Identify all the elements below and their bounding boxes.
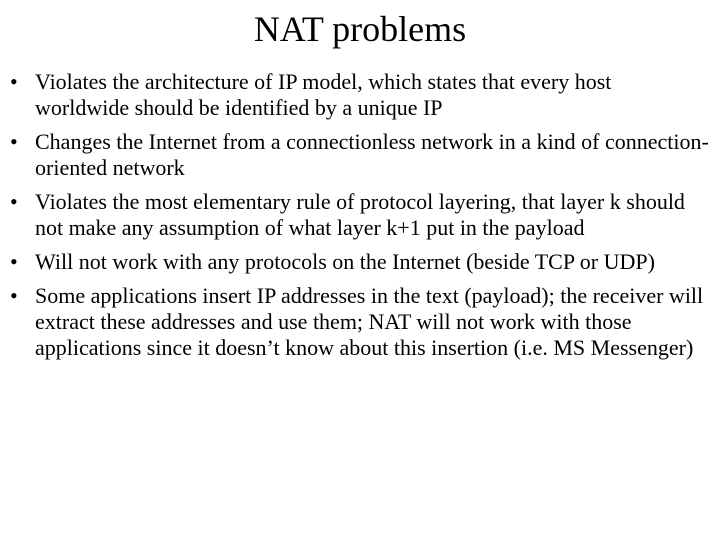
bullet-list <box>10 69 710 369</box>
bullet-item <box>10 69 710 121</box>
bullet-dot-icon: • <box>10 189 18 214</box>
bullet-text: Changes the Internet from a connectionless network in a kind of connection-oriented network <box>35 129 709 180</box>
bullet-text: Violates the architecture of IP model, which states that every host worldwide should be identified by a unique IP <box>35 69 612 120</box>
bullet-text: Will not work with any protocols on the Internet (beside TCP or UDP) <box>35 249 655 274</box>
bullet-item <box>10 283 710 361</box>
bullet-item <box>10 189 710 241</box>
bullet-dot-icon: • <box>10 249 18 274</box>
bullet-dot-icon: • <box>10 129 18 154</box>
bullet-text: Violates the most elementary rule of protocol layering, that layer k should not make any assumption of what layer k+1 put in the payload <box>35 189 685 240</box>
bullet-item <box>10 249 710 275</box>
bullet-text: Some applications insert IP addresses in the text (payload); the receiver will extract these addresses and use them; NAT will not work with those applications since it doesn’t know about this insertion (i.e. MS Messenger) <box>35 283 704 360</box>
bullet-dot-icon: • <box>10 283 18 308</box>
slide-title: NAT problems <box>253 9 467 49</box>
bullet-dot-icon: • <box>10 69 18 94</box>
bullet-item <box>10 129 710 181</box>
